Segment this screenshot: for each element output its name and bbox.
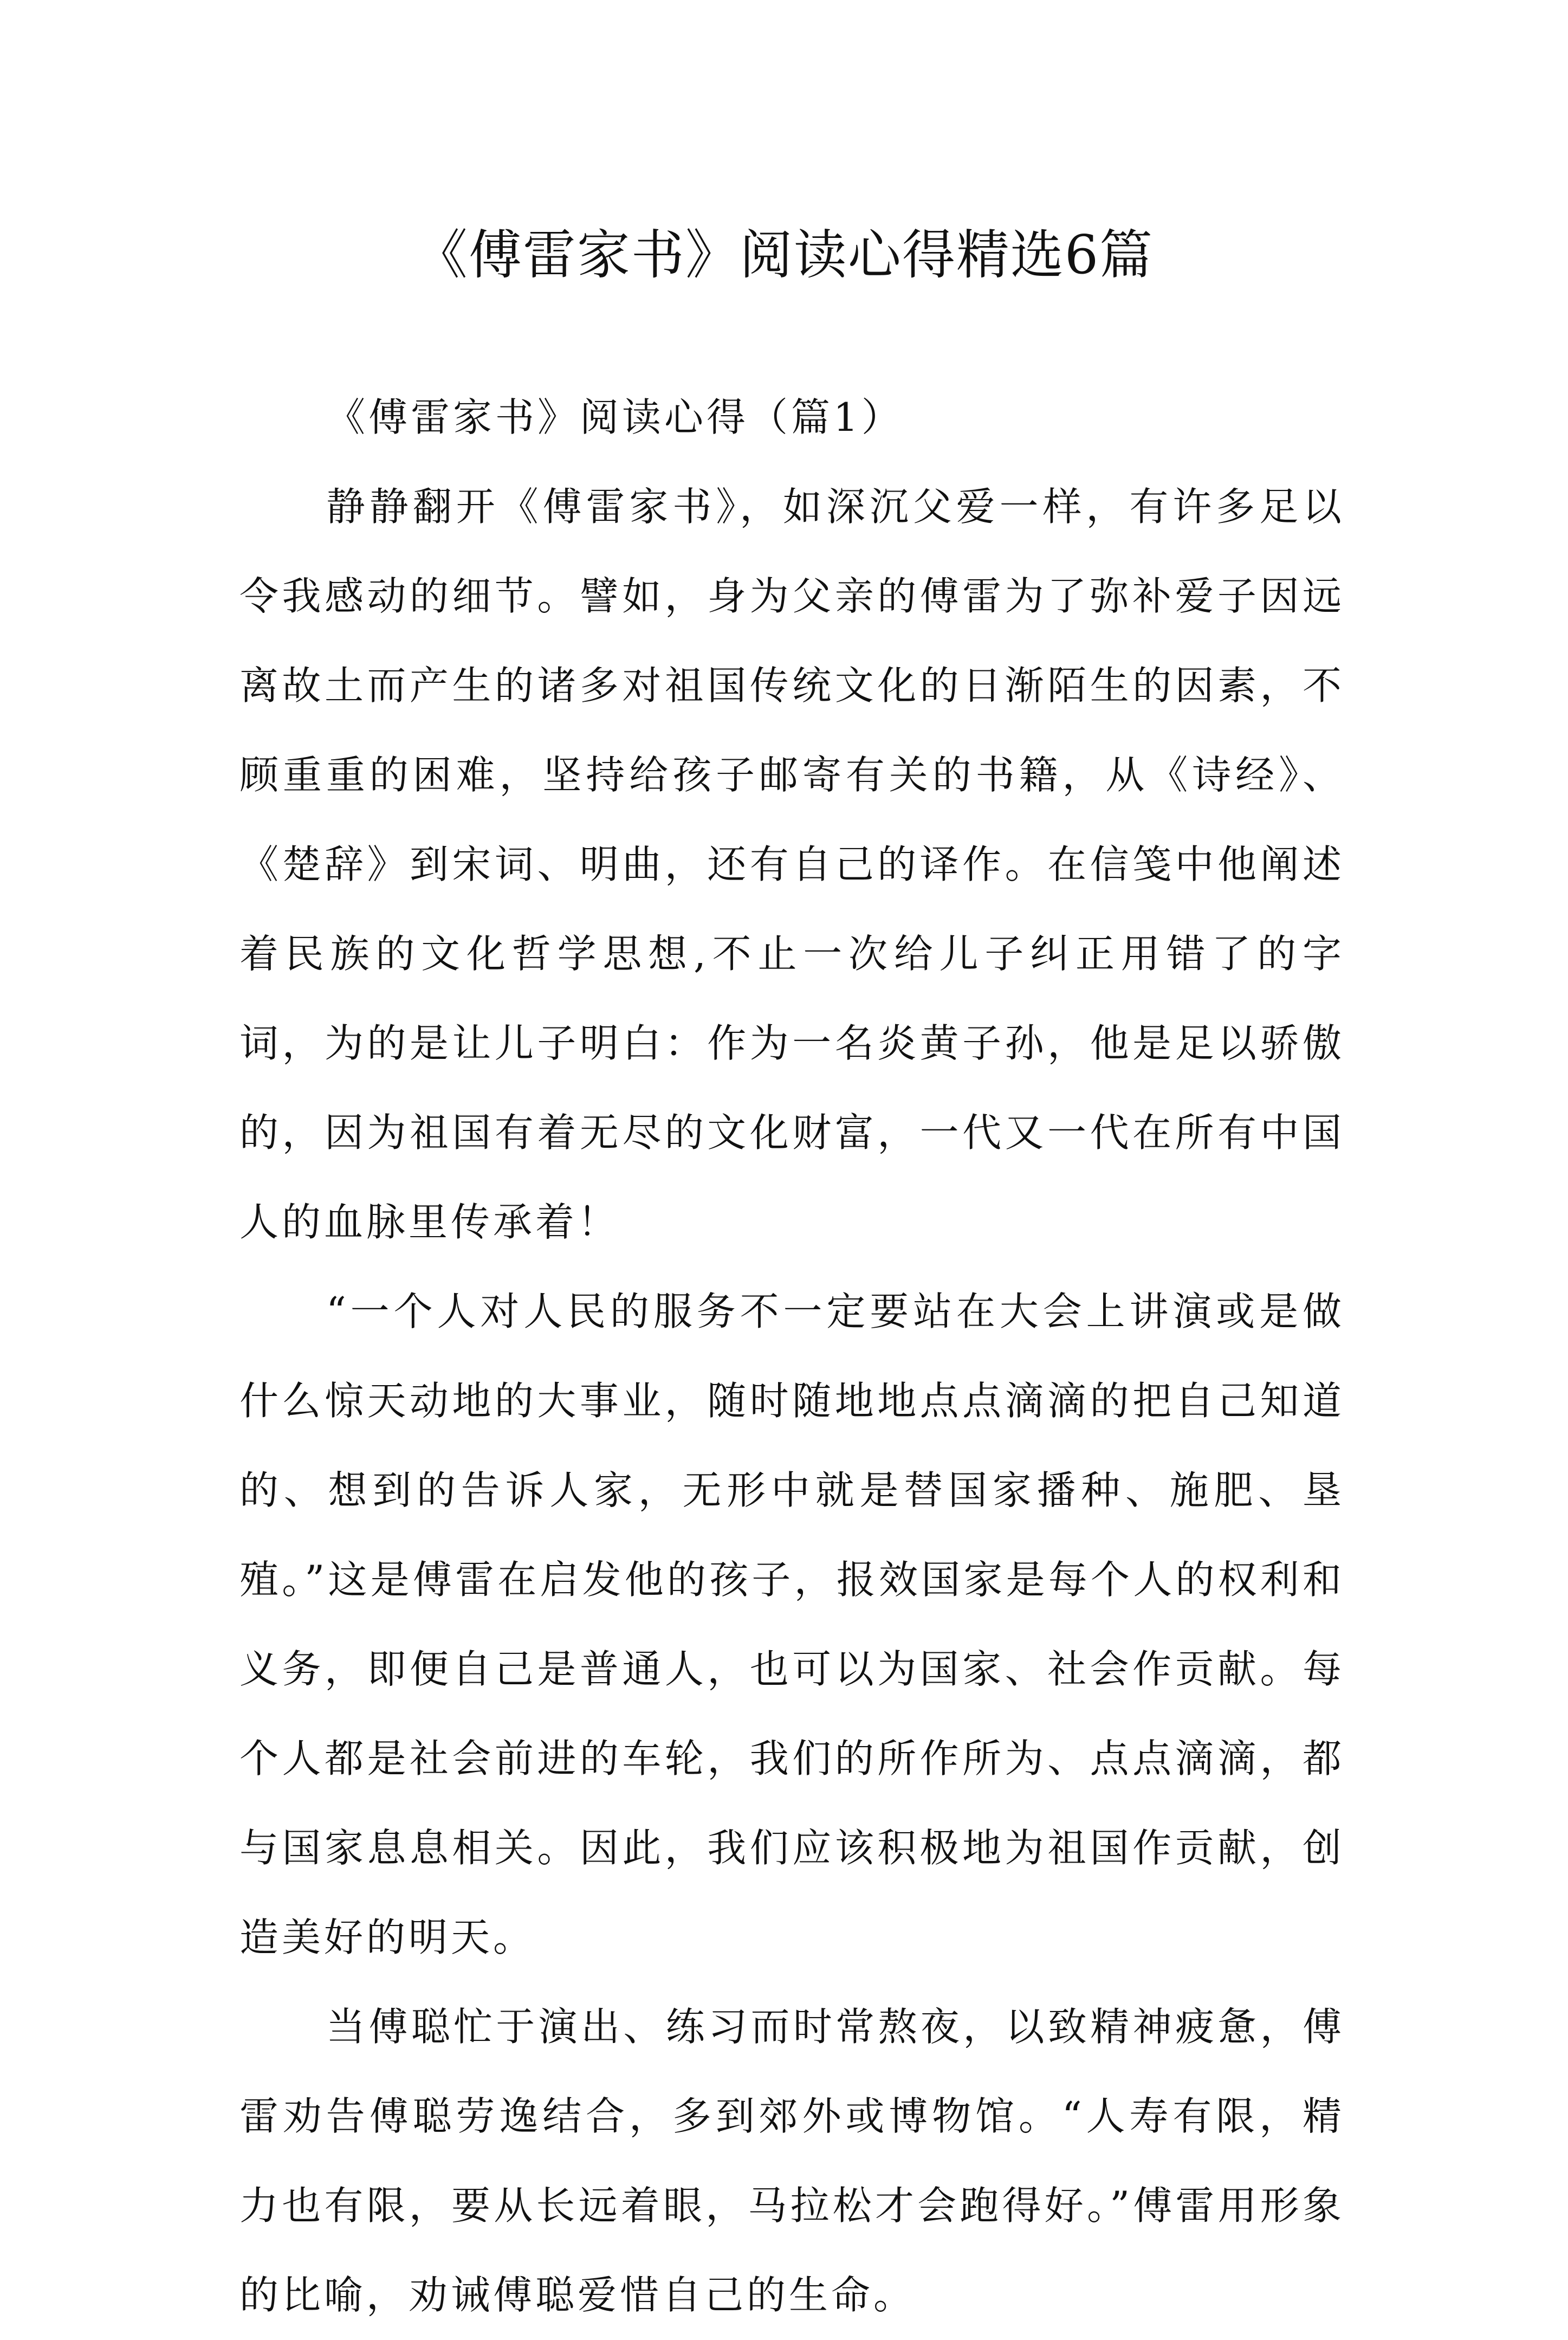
paragraph-1: 静静翻开《傅雷家书》，如深沉父爱一样，有许多足以令我感动的细节。譬如，身为父亲的傅雷为了弥补爱子因远离故土而产生的诸多对祖国传统文化的日渐陌生的因素，不顾重重的困难，坚持给孩子邮寄有关的书籍，从《诗经》、《楚辞》到宋词、明曲，还有自己的译作。在信笺中他阐述着民族的文化哲学思想,不止一次给儿子纠正用错了的字词，为的是让儿子明白：作为一名炎黄子孙，他是足以骄傲的，因为祖国有着无尽的文化财富，一代又一代在所有中国人的血脉里传承着！ bbox=[239, 484, 1345, 1245]
document-title: 《傅雷家书》阅读心得精选6篇 bbox=[414, 224, 1154, 286]
paragraph-2: “一个人对人民的服务不一定要站在大会上讲演或是做什么惊天动地的大事业，随时随地地点点滴滴的把自己知道的、想到的告诉人家，无形中就是替国家播种、施肥、垦殖。”这是傅雷在启发他的孩子，报效国家是每个人的权利和义务，即便自己是普通人，也可以为国家、社会作贡献。每个人都是社会前进的车轮，我们的所作所为、点点滴滴，都与国家息息相关。因此，我们应该积极地为祖国作贡献，创造美好的明天。 bbox=[239, 1289, 1345, 1960]
document-body bbox=[239, 373, 1345, 2340]
section-heading: 《傅雷家书》阅读心得（篇1） bbox=[326, 395, 904, 440]
paragraph-3: 当傅聪忙于演出、练习而时常熬夜，以致精神疲惫，傅雷劝告傅聪劳逸结合，多到郊外或博物馆。“人寿有限，精力也有限，要从长远着眼，马拉松才会跑得好。”傅雷用形象的比喻，劝诫傅聪爱惜自己的生命。 bbox=[239, 2004, 1345, 2318]
